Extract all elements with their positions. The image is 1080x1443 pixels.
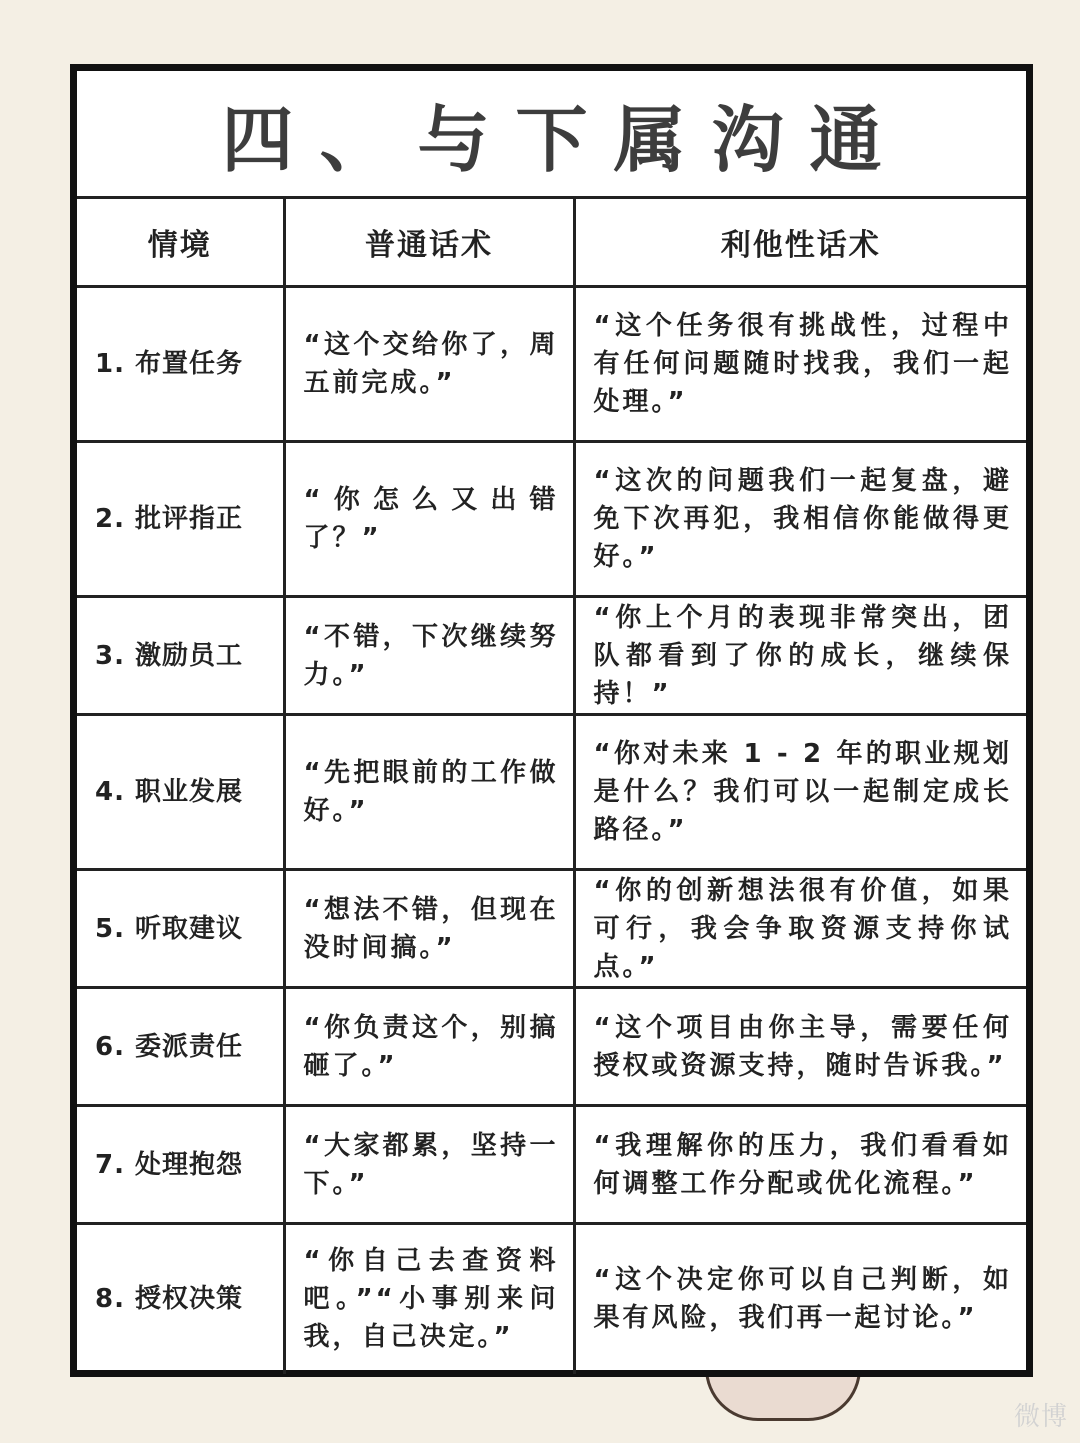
table-row: [77, 442, 1026, 597]
table-row: [77, 988, 1026, 1106]
normal-phrasing-cell: “想法不错，但现在没时间搞。”: [284, 870, 574, 988]
table-row: [77, 1224, 1026, 1374]
situation-cell: 5. 听取建议: [77, 870, 284, 988]
altruistic-phrasing-cell: “你的创新想法很有价值，如果可行，我会争取资源支持你试点。”: [574, 870, 1026, 988]
watermark: 微博: [1013, 1402, 1068, 1432]
header-normal-phrasing: 普通话术: [284, 199, 574, 287]
situation-cell: 7. 处理抱怨: [77, 1106, 284, 1224]
situation-cell: 1. 布置任务: [77, 287, 284, 442]
table-row: [77, 287, 1026, 442]
table-row: [77, 597, 1026, 715]
normal-phrasing-cell: “你怎么又出错了？”: [284, 442, 574, 597]
situation-cell: 3. 激励员工: [77, 597, 284, 715]
altruistic-phrasing-cell: “我理解你的压力，我们看看如何调整工作分配或优化流程。”: [574, 1106, 1026, 1224]
normal-phrasing-cell: “不错，下次继续努力。”: [284, 597, 574, 715]
normal-phrasing-cell: “大家都累，坚持一下。”: [284, 1106, 574, 1224]
table-header-row: [77, 199, 1026, 287]
page-title: 四、与下属沟通: [77, 71, 1026, 199]
table-row: [77, 870, 1026, 988]
normal-phrasing-cell: “先把眼前的工作做好。”: [284, 715, 574, 870]
situation-cell: 6. 委派责任: [77, 988, 284, 1106]
normal-phrasing-cell: “你自己去查资料吧。”“小事别来问我，自己决定。”: [284, 1224, 574, 1374]
table-row: [77, 1106, 1026, 1224]
altruistic-phrasing-cell: “这次的问题我们一起复盘，避免下次再犯，我相信你能做得更好。”: [574, 442, 1026, 597]
altruistic-phrasing-cell: “你对未来 1 - 2 年的职业规划是什么？我们可以一起制定成长路径。”: [574, 715, 1026, 870]
altruistic-phrasing-cell: “你上个月的表现非常突出，团队都看到了你的成长，继续保持！”: [574, 597, 1026, 715]
altruistic-phrasing-cell: “这个决定你可以自己判断，如果有风险，我们再一起讨论。”: [574, 1224, 1026, 1374]
header-altruistic-phrasing: 利他性话术: [574, 199, 1026, 287]
communication-table-card: [70, 64, 1033, 1377]
altruistic-phrasing-cell: “这个项目由你主导，需要任何授权或资源支持，随时告诉我。”: [574, 988, 1026, 1106]
altruistic-phrasing-cell: “这个任务很有挑战性，过程中有任何问题随时找我，我们一起处理。”: [574, 287, 1026, 442]
normal-phrasing-cell: “这个交给你了，周五前完成。”: [284, 287, 574, 442]
situation-cell: 8. 授权决策: [77, 1224, 284, 1374]
table-row: [77, 715, 1026, 870]
comparison-table: [77, 199, 1026, 1374]
header-situation: 情境: [77, 199, 284, 287]
situation-cell: 2. 批评指正: [77, 442, 284, 597]
normal-phrasing-cell: “你负责这个，别搞砸了。”: [284, 988, 574, 1106]
situation-cell: 4. 职业发展: [77, 715, 284, 870]
